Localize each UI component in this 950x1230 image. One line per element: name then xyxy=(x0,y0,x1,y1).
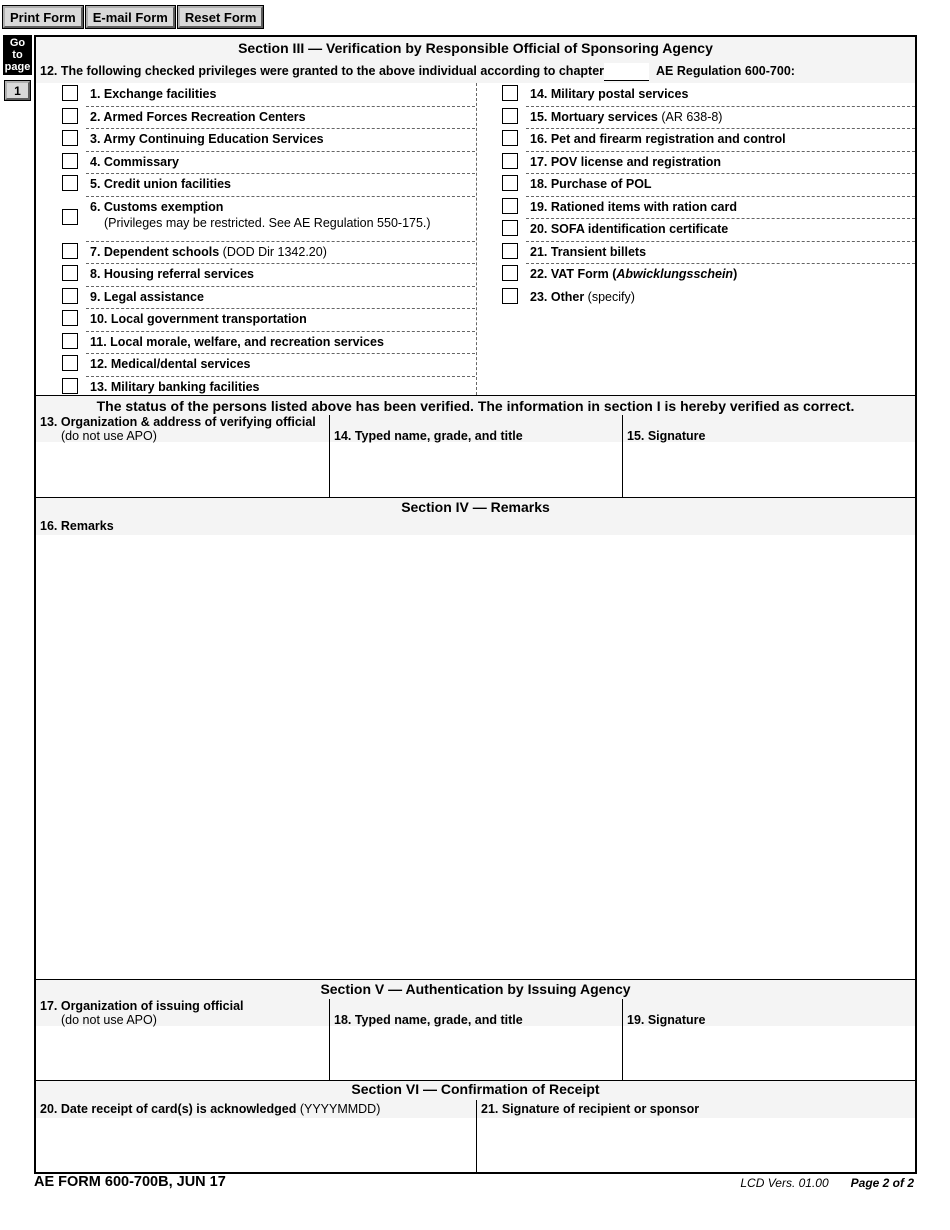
field15-label: 15. Signature xyxy=(627,429,706,443)
goto-page-1-button[interactable]: 1 xyxy=(5,81,30,100)
row-divider xyxy=(86,106,475,107)
field20-label-group: 20. Date receipt of card(s) is acknowledged (YYYYMMDD) xyxy=(40,1102,381,1116)
field16-label: 16. Remarks xyxy=(40,519,114,533)
verifying-official-organization-field[interactable] xyxy=(37,443,328,496)
field21-label: 21. Signature of recipient or sponsor xyxy=(481,1102,700,1116)
row-divider xyxy=(86,128,475,129)
privilege-checkbox-15[interactable] xyxy=(502,108,518,124)
privilege-label-8: 8. Housing referral services xyxy=(90,267,254,281)
privilege-label-4: 4. Commissary xyxy=(90,154,179,169)
row-divider xyxy=(86,286,475,287)
privilege-checkbox-10[interactable] xyxy=(62,310,78,326)
privilege-checkbox-6[interactable] xyxy=(62,209,78,225)
privilege-checkbox-22[interactable] xyxy=(502,265,518,281)
section6-title: Section VI — Confirmation of Receipt xyxy=(351,1081,600,1097)
goto-page-panel xyxy=(3,35,32,100)
privilege-checkbox-21[interactable] xyxy=(502,243,518,259)
row-divider xyxy=(86,353,475,354)
item12-suffix: AE Regulation 600-700: xyxy=(656,64,795,78)
form-toolbar xyxy=(3,6,263,28)
field13-note: (do not use APO) xyxy=(61,429,157,443)
row-divider xyxy=(86,241,475,242)
privilege-checkbox-19[interactable] xyxy=(502,198,518,214)
privilege-checkbox-23[interactable] xyxy=(502,288,518,304)
privilege-checkbox-16[interactable] xyxy=(502,130,518,146)
row-divider xyxy=(526,241,915,242)
row-divider xyxy=(526,196,915,197)
row-divider xyxy=(86,263,475,264)
row-divider xyxy=(526,263,915,264)
privilege-checkbox-7[interactable] xyxy=(62,243,78,259)
version-label: LCD Vers. 01.00 xyxy=(740,1176,829,1190)
privilege-checkbox-18[interactable] xyxy=(502,175,518,191)
field14-label: 14. Typed name, grade, and title xyxy=(334,429,523,443)
privilege-label-6: 6. Customs exemption (Privileges may be restricted. See AE Regulation 550-175.) xyxy=(90,199,431,230)
privilege-label-15: 15. Mortuary services (AR 638-8) xyxy=(530,109,723,124)
privilege-checkbox-2[interactable] xyxy=(62,108,78,124)
privilege-label-17: 17. POV license and registration xyxy=(530,154,722,169)
privilege-label-22: 22. VAT Form (Abwicklungsschein) xyxy=(530,267,738,281)
privilege-label-7: 7. Dependent schools (DOD Dir 1342.20) xyxy=(90,244,327,259)
row-divider xyxy=(86,173,475,174)
privilege-label-19: 19. Rationed items with ration card xyxy=(530,199,737,214)
verifying-official-name-field[interactable] xyxy=(330,443,621,496)
issuing-official-organization-field[interactable] xyxy=(37,1027,328,1079)
verified-statement: The status of the persons listed above has been verified. The information in section I is hereby verified as correct. xyxy=(96,398,855,414)
column-divider xyxy=(476,83,477,395)
form-body xyxy=(34,35,917,1174)
row-divider xyxy=(526,151,915,152)
item12-text: 12. The following checked privileges were granted to the above individual according to chapter xyxy=(40,64,605,78)
field13-label: 13. Organization & address of verifying official xyxy=(40,415,316,429)
page-number: Page 2 of 2 xyxy=(850,1176,914,1190)
privilege-checkbox-3[interactable] xyxy=(62,130,78,146)
recipient-signature-field[interactable] xyxy=(477,1119,914,1171)
form-id: AE FORM 600-700B, JUN 17 xyxy=(34,1174,226,1190)
section5-title: Section V — Authentication by Issuing Agency xyxy=(320,981,631,997)
print-form-button[interactable]: Print Form xyxy=(3,6,83,28)
row-divider xyxy=(86,331,475,332)
privilege-checkbox-17[interactable] xyxy=(502,153,518,169)
privilege-checkbox-14[interactable] xyxy=(502,85,518,101)
privilege-checkbox-5[interactable] xyxy=(62,175,78,191)
row-divider xyxy=(526,128,915,129)
issuing-official-name-field[interactable] xyxy=(330,1027,621,1079)
row-divider xyxy=(86,151,475,152)
row-divider xyxy=(526,218,915,219)
row-divider xyxy=(86,308,475,309)
footer-right xyxy=(740,1176,914,1190)
section4-title: Section IV — Remarks xyxy=(401,499,550,515)
field19-label: 19. Signature xyxy=(627,1013,706,1027)
privilege-label-10: 10. Local government transportation xyxy=(90,312,307,326)
field17-label: 17. Organization of issuing official xyxy=(40,999,244,1013)
privilege-label-12: 12. Medical/dental services xyxy=(90,357,251,371)
privilege-label-11: 11. Local morale, welfare, and recreation services xyxy=(90,334,384,349)
privilege-checkbox-13[interactable] xyxy=(62,378,78,394)
privilege-label-20: 20. SOFA identification certificate xyxy=(530,222,729,236)
privilege-checkbox-8[interactable] xyxy=(62,265,78,281)
field17-note: (do not use APO) xyxy=(61,1013,157,1027)
remarks-field[interactable] xyxy=(37,536,914,978)
field18-label: 18. Typed name, grade, and title xyxy=(334,1013,523,1027)
privilege-label-18: 18. Purchase of POL xyxy=(530,177,652,191)
privilege-checkbox-9[interactable] xyxy=(62,288,78,304)
reset-form-button[interactable]: Reset Form xyxy=(178,6,264,28)
privilege-label-13: 13. Military banking facilities xyxy=(90,379,260,394)
privilege-label-23: 23. Other (specify) xyxy=(530,289,635,304)
privilege-checkbox-4[interactable] xyxy=(62,153,78,169)
row-divider xyxy=(526,106,915,107)
issuing-official-signature-field[interactable] xyxy=(623,1027,914,1079)
privilege-label-9: 9. Legal assistance xyxy=(90,289,204,304)
privilege-checkbox-12[interactable] xyxy=(62,355,78,371)
privilege-label-14: 14. Military postal services xyxy=(530,87,689,101)
goto-page-label: Go to page xyxy=(4,37,31,73)
privilege-label-2: 2. Armed Forces Recreation Centers xyxy=(90,109,306,124)
verifying-official-signature-field[interactable] xyxy=(623,443,914,496)
privilege-checkbox-1[interactable] xyxy=(62,85,78,101)
receipt-date-field[interactable] xyxy=(37,1119,475,1171)
row-divider xyxy=(86,196,475,197)
privilege-checkbox-20[interactable] xyxy=(502,220,518,236)
row-divider xyxy=(526,173,915,174)
privilege-label-16: 16. Pet and firearm registration and control xyxy=(530,132,786,146)
section3-title: Section III — Verification by Responsible Official of Sponsoring Agency xyxy=(238,40,713,56)
privilege-checkbox-11[interactable] xyxy=(62,333,78,349)
privilege-label-1: 1. Exchange facilities xyxy=(90,87,217,101)
privilege-label-21: 21. Transient billets xyxy=(530,244,647,259)
email-form-button[interactable]: E-mail Form xyxy=(86,6,175,28)
privilege-label-5: 5. Credit union facilities xyxy=(90,177,231,191)
chapter-input[interactable] xyxy=(604,63,649,81)
privilege-label-3: 3. Army Continuing Education Services xyxy=(90,132,324,146)
row-divider xyxy=(86,376,475,377)
